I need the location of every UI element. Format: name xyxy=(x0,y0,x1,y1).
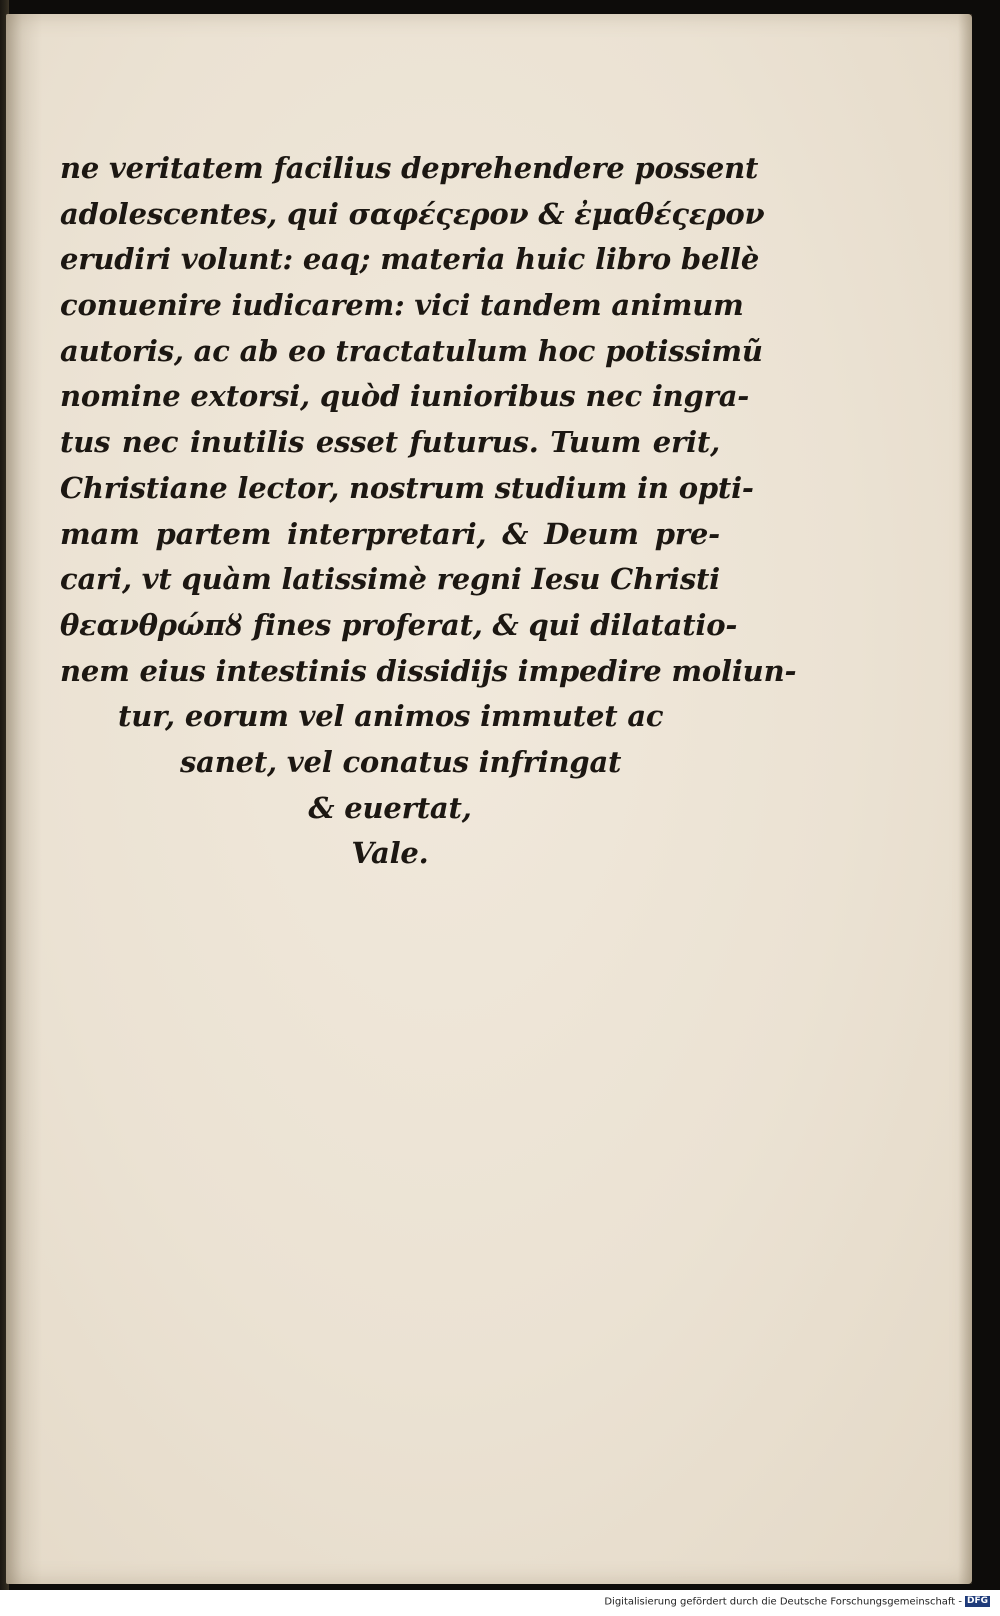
text-line: conuenire iudicarem: vici tandem animum xyxy=(60,288,744,323)
dfg-logo: DFG xyxy=(966,1596,988,1606)
closing-vale: Vale. xyxy=(351,836,429,871)
text-line: mam partem interpretari, & Deum pre- xyxy=(60,516,720,551)
text-line: Christiane lector, nostrum studium in opti- xyxy=(60,470,754,505)
text-line: θεανθρώπȣ fines proferat, & qui dilatatio- xyxy=(60,607,738,642)
body-text xyxy=(60,146,797,877)
text-line: & euertat, xyxy=(308,790,472,825)
text-line: tur, eorum vel animos immutet ac xyxy=(118,699,664,734)
text-line: erudiri volunt: eaq; materia huic libro bellè xyxy=(60,242,760,277)
text-line: nem eius intestinis dissidijs impedire moliun- xyxy=(60,653,797,688)
digitization-credit xyxy=(604,1596,990,1608)
text-line: ne veritatem facilius deprehendere possent xyxy=(60,151,759,185)
text-line: sanet, vel conatus infringat xyxy=(180,744,622,779)
text-line: adolescentes, qui σαφέςερον & ἐμαθέςερον xyxy=(60,196,765,231)
book-page xyxy=(6,14,972,1584)
text-line: cari, vt quàm latissimè regni Iesu Christi xyxy=(60,562,720,597)
text-line: nomine extorsi, quòd iunioribus nec ingra- xyxy=(60,379,750,414)
gutter-shadow xyxy=(6,14,42,1584)
page-right-edge xyxy=(958,14,972,1584)
credit-text: Digitalisierung gefördert durch die Deutsche Forschungsgemeinschaft - xyxy=(604,1596,962,1608)
text-line: tus nec inutilis esset futurus. Tuum erit, xyxy=(60,425,720,460)
text-line: autoris, ac ab eo tractatulum hoc potissimũ xyxy=(60,333,763,368)
